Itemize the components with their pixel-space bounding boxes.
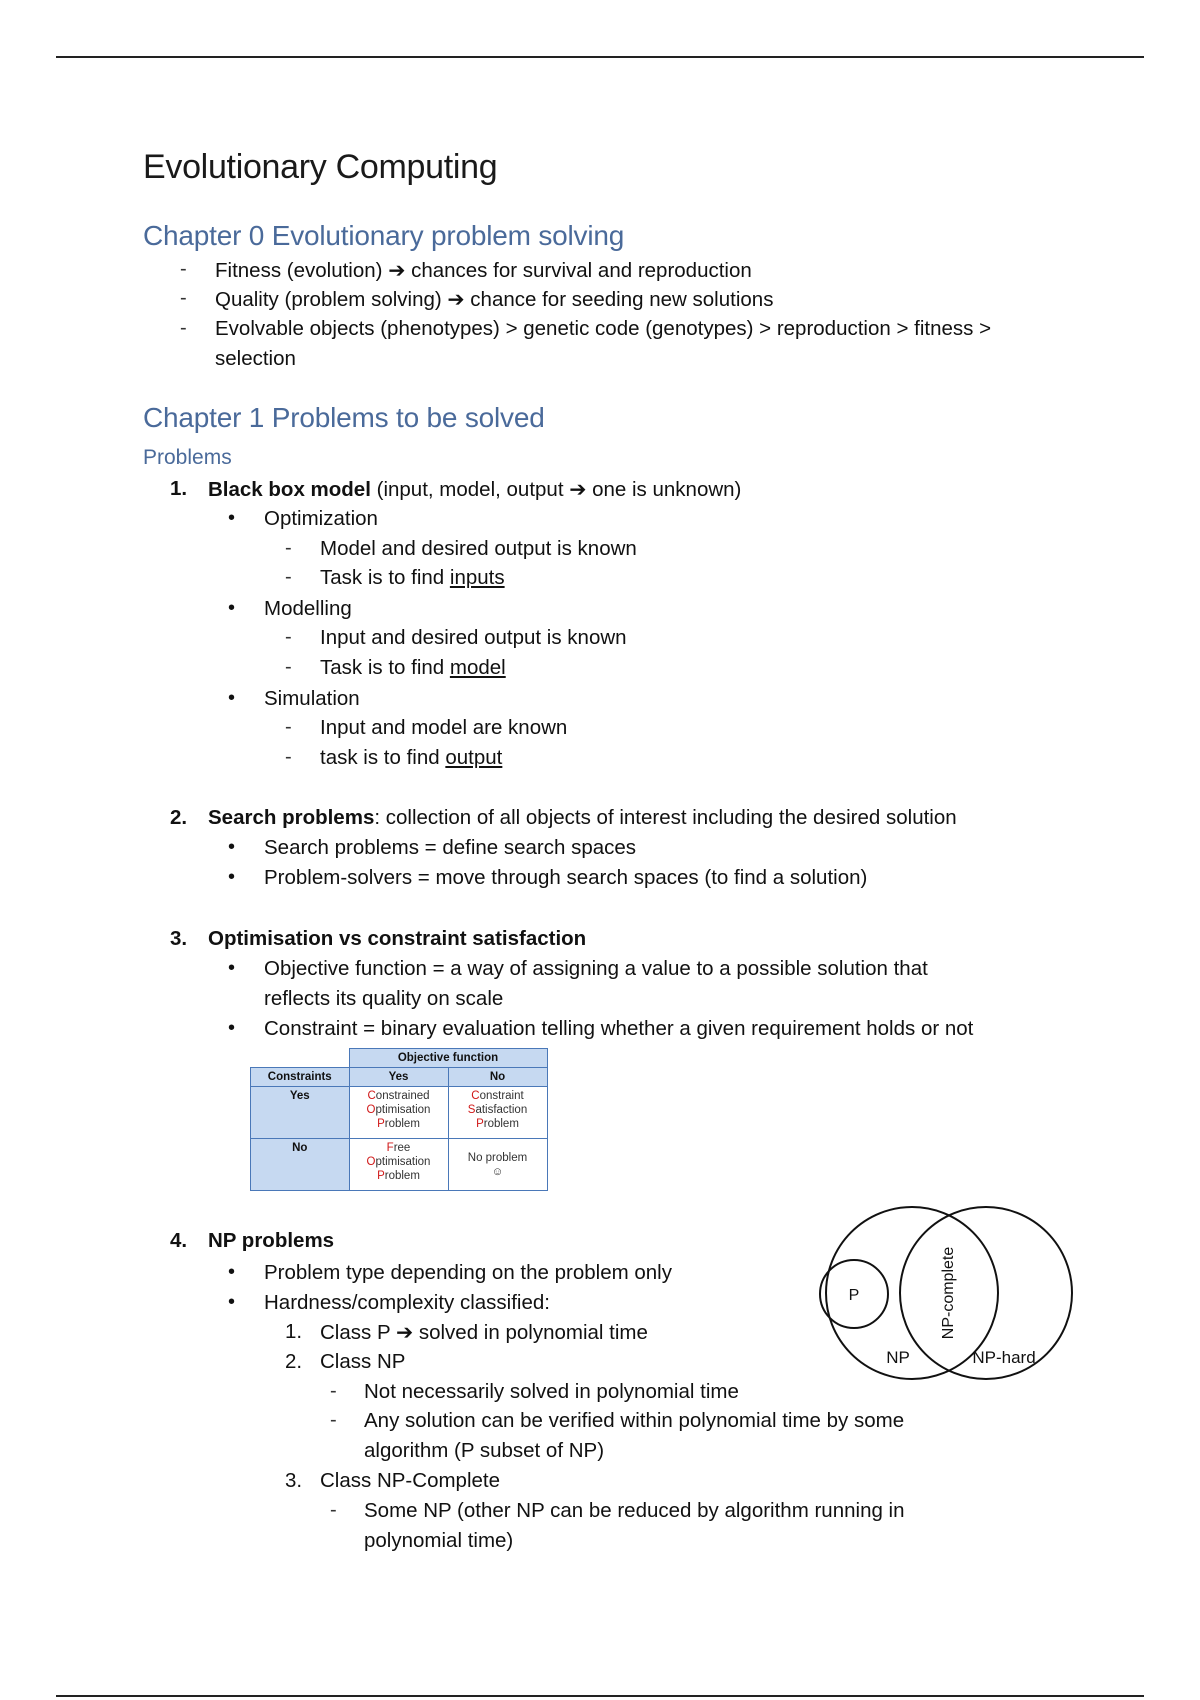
bottom-rule	[56, 1695, 1144, 1697]
cell-line: roblem	[483, 1118, 519, 1130]
bullet-dot: •	[228, 687, 236, 709]
list-item-text: (input, model, output	[370, 478, 570, 501]
list-item-text: task is to find	[320, 746, 446, 769]
cell-line: roblem	[384, 1118, 420, 1130]
table-header-no: No	[448, 1068, 547, 1087]
table-blank-cell	[251, 1049, 350, 1068]
dash-bullet: -	[285, 716, 292, 738]
bullet-dot: •	[228, 1291, 236, 1313]
list-item-continuation: reflects its quality on scale	[264, 987, 504, 1010]
list-item: Objective function = a way of assigning a value to a possible solution that	[264, 957, 928, 980]
complexity-venn-diagram	[808, 1205, 1088, 1385]
list-item: Modelling	[264, 597, 352, 620]
list-item-bold: Search problems	[208, 806, 375, 829]
bullet-dot: •	[228, 866, 236, 888]
list-item: Hardness/complexity classified:	[264, 1291, 550, 1314]
arrow-icon: ➔	[447, 288, 465, 311]
dash-bullet: -	[330, 1499, 337, 1521]
list-item	[320, 746, 502, 770]
cell-line: ptimisation	[375, 1156, 431, 1168]
dash-bullet: -	[330, 1409, 337, 1431]
dash-bullet: -	[285, 537, 292, 559]
table-row-header-no: No	[251, 1139, 350, 1191]
list-item: Some NP (other NP can be reduced by algorithm running in	[364, 1499, 905, 1522]
list-number: 1.	[170, 477, 188, 500]
bullet-dot: •	[228, 836, 236, 858]
bullet-dot: •	[228, 507, 236, 529]
list-item	[208, 806, 957, 830]
arrow-icon: ➔	[395, 1321, 414, 1344]
list-item-text: Quality (problem solving)	[215, 288, 448, 311]
list-item-text: solved in polynomial time	[413, 1321, 648, 1344]
cell-line: ptimisation	[375, 1104, 431, 1116]
dash-bullet: -	[285, 746, 292, 768]
list-number: 3.	[170, 927, 188, 950]
list-item	[320, 566, 505, 590]
cell-line: onstrained	[375, 1090, 430, 1102]
list-item: Search problems = define search spaces	[264, 836, 637, 859]
underlined-term: output	[445, 746, 503, 769]
chapter-0-heading: Chapter 0 Evolutionary problem solving	[143, 220, 625, 251]
table-cell: Free Optimisation Problem	[349, 1139, 448, 1191]
table-row-header-yes: Yes	[251, 1087, 350, 1139]
list-item-text: Fitness (evolution)	[215, 259, 389, 282]
list-item: Evolvable objects (phenotypes) > genetic code (genotypes) > reproduction > fitness >	[215, 317, 992, 340]
np-hard-label: NP-hard	[972, 1348, 1036, 1367]
table-cell: Constraint Satisfaction Problem	[448, 1087, 547, 1139]
cell-line: onstraint	[479, 1090, 524, 1102]
list-item-bold: NP problems	[208, 1229, 335, 1252]
smiley-icon: ☺	[491, 1165, 504, 1178]
dash-bullet: -	[330, 1380, 337, 1402]
list-item	[320, 1320, 648, 1345]
list-item-text: : collection of all objects of interest including the desired solution	[374, 806, 957, 829]
np-label: NP	[886, 1348, 910, 1367]
list-item: Class NP-Complete	[320, 1469, 500, 1492]
bullet-dot: •	[228, 1261, 236, 1283]
list-item: Class NP	[320, 1350, 406, 1373]
list-item-text: chances for survival and reproduction	[405, 259, 752, 282]
list-item-continuation: selection	[215, 347, 296, 370]
np-complete-label: NP-complete	[940, 1246, 957, 1340]
bullet-dot: •	[228, 597, 236, 619]
dash-bullet: -	[285, 566, 292, 588]
dash-bullet: -	[285, 626, 292, 648]
problems-subheading: Problems	[143, 446, 232, 469]
bullet-dot: •	[228, 957, 236, 979]
cell-line: roblem	[384, 1170, 420, 1182]
list-item: Optimization	[264, 507, 378, 530]
list-item: Input and desired output is known	[320, 626, 627, 649]
list-item: Constraint = binary evaluation telling whether a given requirement holds or not	[264, 1017, 974, 1040]
arrow-icon: ➔	[569, 478, 587, 501]
list-item: Model and desired output is known	[320, 537, 637, 560]
list-item	[215, 258, 752, 283]
underlined-term: model	[449, 656, 506, 679]
list-item: Any solution can be verified within polynomial time by some	[364, 1409, 905, 1432]
list-number: 1.	[285, 1320, 303, 1343]
dash-bullet: -	[180, 317, 187, 339]
document-title: Evolutionary Computing	[143, 148, 498, 186]
dash-bullet: -	[180, 287, 187, 309]
cell-line: No problem	[467, 1151, 528, 1164]
list-item-bold: Black box model	[208, 478, 371, 501]
list-item: Problem type depending on the problem only	[264, 1261, 672, 1284]
table-cell: Constrained Optimisation Problem	[349, 1087, 448, 1139]
list-item: Not necessarily solved in polynomial time	[364, 1380, 739, 1403]
chapter-1-heading: Chapter 1 Problems to be solved	[143, 402, 545, 433]
objective-constraint-table	[250, 1048, 548, 1191]
list-number: 2.	[285, 1350, 303, 1373]
list-item	[215, 287, 773, 312]
list-item-text: one is unknown)	[586, 478, 742, 501]
table-cell	[448, 1139, 547, 1191]
list-item: Input and model are known	[320, 716, 568, 739]
list-item	[320, 656, 506, 680]
list-item-continuation: polynomial time)	[364, 1529, 514, 1552]
list-item-continuation: algorithm (P subset of NP)	[364, 1439, 605, 1462]
cell-line: ree	[393, 1142, 411, 1154]
list-item: Simulation	[264, 687, 360, 710]
cell-line: atisfaction	[475, 1104, 528, 1116]
list-number: 2.	[170, 806, 188, 829]
list-number: 4.	[170, 1229, 188, 1252]
table-header-constraints: Constraints	[251, 1068, 350, 1087]
list-item-text: Task is to find	[320, 566, 450, 589]
list-item-text: Task is to find	[320, 656, 450, 679]
table-header-objective: Objective function	[349, 1049, 547, 1068]
underlined-term: inputs	[449, 566, 505, 589]
top-rule	[56, 56, 1144, 58]
list-number: 3.	[285, 1469, 303, 1492]
dash-bullet: -	[285, 656, 292, 678]
list-item-bold: Optimisation vs constraint satisfaction	[208, 927, 587, 950]
list-item	[208, 477, 741, 502]
table-header-yes: Yes	[349, 1068, 448, 1087]
bullet-dot: •	[228, 1017, 236, 1039]
p-label: P	[848, 1287, 860, 1304]
arrow-icon: ➔	[388, 259, 406, 282]
list-item-text: chance for seeding new solutions	[464, 288, 774, 311]
dash-bullet: -	[180, 258, 187, 280]
list-item-text: Class P	[320, 1321, 396, 1344]
list-item: Problem-solvers = move through search spaces (to find a solution)	[264, 866, 868, 889]
